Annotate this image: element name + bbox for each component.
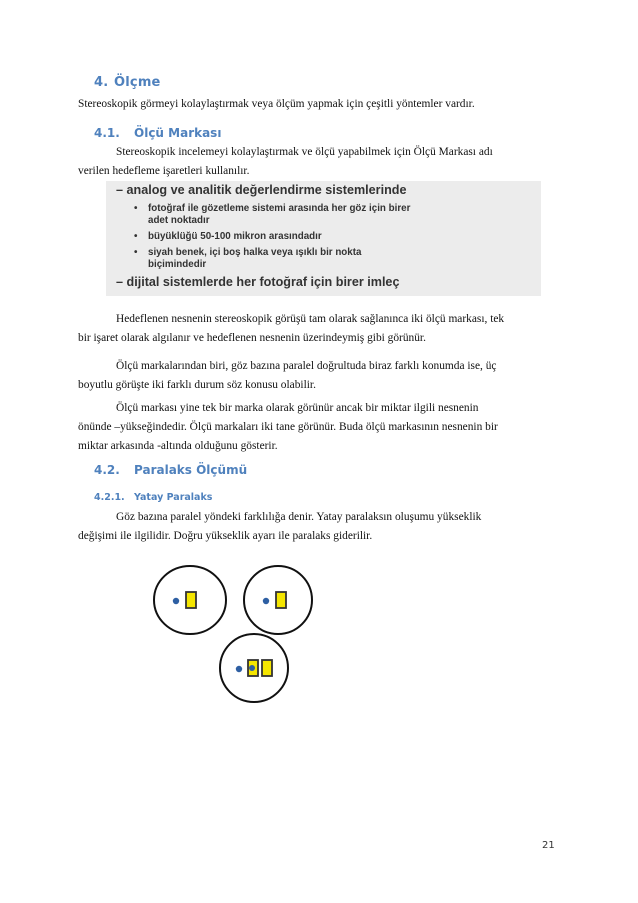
measuring-mark-group-right bbox=[244, 566, 312, 634]
subsection-heading-4-2 bbox=[94, 463, 247, 477]
measuring-mark-group-bottom bbox=[220, 634, 288, 702]
list-bullet bbox=[134, 247, 361, 271]
subsection-number: 4.2. bbox=[94, 463, 120, 477]
paragraph-line: değişimi ile ilgilidir. Doğru yükseklik ayarı ile paralaks giderilir. bbox=[78, 530, 373, 542]
list-bullet bbox=[134, 231, 322, 243]
bullet-text: adet noktadır bbox=[148, 215, 210, 226]
subsubsection-title: Yatay Paralaks bbox=[134, 492, 213, 503]
section-title: Ölçme bbox=[114, 75, 161, 90]
bullet-glyph: • bbox=[134, 203, 138, 214]
paragraph-line: boyutlu görüşte iki farklı durum söz konusu olabilir. bbox=[78, 379, 316, 391]
list-bullet bbox=[134, 203, 410, 227]
mark-dot bbox=[236, 666, 242, 672]
measuring-mark-group-left bbox=[154, 566, 226, 634]
list-item: – dijital sistemlerde her fotoğraf için birer imleç bbox=[116, 275, 400, 289]
subsection-title: Paralaks Ölçümü bbox=[134, 463, 248, 477]
paragraph-4-1 bbox=[78, 143, 562, 181]
paragraph-line: önünde –yükseğindedir. Ölçü markaları iki tane görünür. Buda ölçü markasının nesnenin bir bbox=[78, 421, 498, 433]
subsection-heading-4-1 bbox=[94, 126, 221, 140]
section-number: 4. bbox=[94, 75, 109, 90]
paragraph-line: Hedeflenen nesnenin stereoskopik görüşü tam olarak sağlanınca iki ölçü markası, tek bbox=[116, 313, 505, 325]
mark-rectangle bbox=[186, 592, 196, 608]
paragraph-line: Göz bazına paralel yöndeki farklılığa denir. Yatay paralaksın oluşumu yükseklik bbox=[116, 511, 482, 523]
subsubsection-heading-4-2-1 bbox=[94, 492, 212, 503]
bullet-text: büyüklüğü 50-100 mikron arasındadır bbox=[148, 231, 322, 242]
section-intro: Stereoskopik görmeyi kolaylaştırmak veya ölçüm yapmak için çeşitli yöntemler vardır. bbox=[78, 98, 475, 110]
paragraph-line: Stereoskopik incelemeyi kolaylaştırmak ve ölçü yapabilmek için Ölçü Markası adı bbox=[116, 146, 493, 158]
mark-rectangle bbox=[276, 592, 286, 608]
paragraph-line: Ölçü markalarından biri, göz bazına paralel doğrultuda biraz farklı konumda ise, üç bbox=[116, 360, 497, 372]
bullet-text: biçimindedir bbox=[148, 259, 207, 270]
paragraph-line: Ölçü markası yine tek bir marka olarak görünür ancak bir miktar ilgili nesnenin bbox=[116, 402, 479, 414]
mark-dot bbox=[263, 598, 269, 604]
bullet-glyph: • bbox=[134, 247, 138, 258]
paragraph bbox=[78, 310, 562, 348]
subsubsection-number: 4.2.1. bbox=[94, 492, 125, 503]
page-number: 21 bbox=[542, 840, 555, 851]
bullet-text: siyah benek, içi boş halka veya ışıklı bir nokta bbox=[148, 247, 362, 258]
list-item: – analog ve analitik değerlendirme sistemlerinde bbox=[116, 183, 407, 197]
mark-rectangle bbox=[262, 660, 272, 676]
paragraph-line: bir işaret olarak algılanır ve hedeflenen nesnenin üzerindeymiş gibi görünür. bbox=[78, 332, 426, 344]
slide-image-box bbox=[106, 181, 541, 296]
paragraph bbox=[78, 357, 562, 395]
bullet-text: fotoğraf ile gözetleme sistemi arasında her göz için birer bbox=[148, 203, 411, 214]
section-heading bbox=[94, 75, 161, 90]
paragraph-line: miktar arkasında -altında olduğunu gösterir. bbox=[78, 440, 278, 452]
subsection-number: 4.1. bbox=[94, 126, 120, 140]
parallax-figure bbox=[150, 560, 350, 720]
bullet-glyph: • bbox=[134, 231, 138, 242]
paragraph bbox=[78, 399, 562, 456]
paragraph-4-2-1 bbox=[78, 508, 562, 546]
mark-dot bbox=[173, 598, 179, 604]
paragraph-line: verilen hedefleme işaretleri kullanılır. bbox=[78, 165, 250, 177]
mark-dot-overlap bbox=[249, 665, 255, 671]
subsection-title: Ölçü Markası bbox=[134, 126, 222, 140]
